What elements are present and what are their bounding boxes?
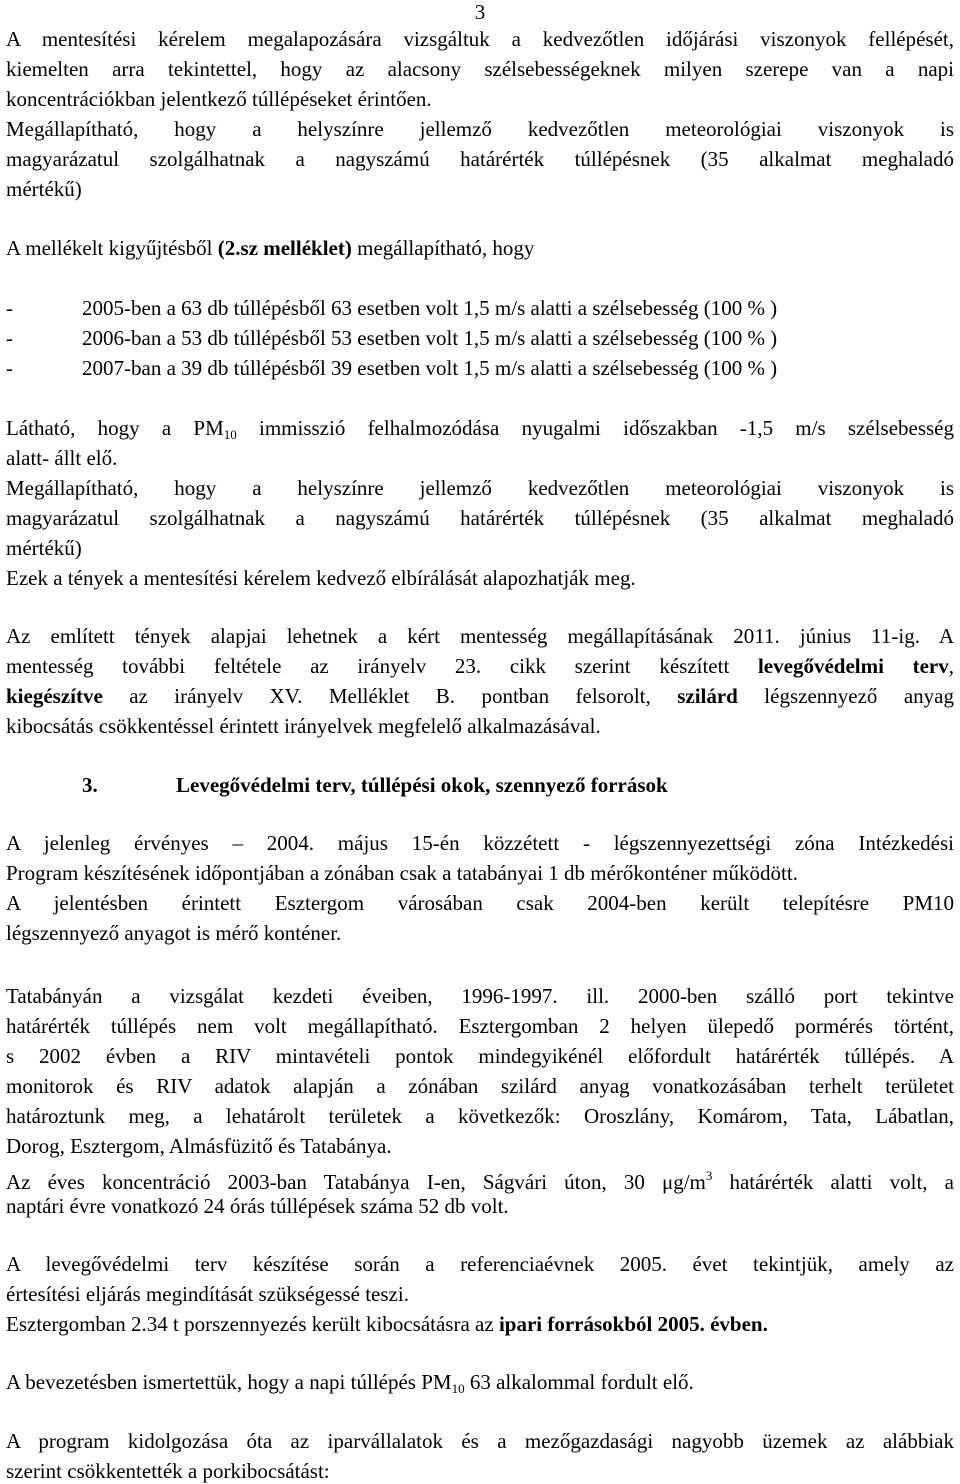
paragraph-line: koncentrációkban jelentkező túllépéseket érintően. xyxy=(6,87,432,111)
list-item xyxy=(0,355,960,381)
paragraph-line: monitorok és RIV adatok alapján a zónában szilárd anyag vonatkozásában terhelt területet xyxy=(6,1074,954,1098)
paragraph-line xyxy=(6,1311,768,1337)
subscript: 10 xyxy=(223,427,237,442)
text-run: immisszió felhalmozódása nyugalmi időszakban -1,5 m/s szélsebesség xyxy=(236,416,955,440)
text-run: Az éves koncentráció 2003-ban Tatabánya I-en, Ságvári úton, 30 μg/m xyxy=(6,1170,706,1194)
list-item-text: 2007-ban a 39 db túllépésből 39 esetben volt 1,5 m/s alatti a szélsebesség (100 % ) xyxy=(82,356,778,380)
paragraph-line: kiemelten arra tekintettel, hogy az alacsony szélsebességeknek milyen szerepe van a napi xyxy=(6,57,954,81)
bold-term: szilárd xyxy=(677,684,738,708)
paragraph-line: határérték túllépés nem volt megállapítható. Esztergomban 2 helyen ülepedő pormérés történt, xyxy=(6,1014,954,1038)
paragraph-line: magyarázatul szolgálhatnak a nagyszámú határérték túllépésnek (35 alkalmat meghaladó xyxy=(6,506,954,530)
paragraph-line: szerint csökkentették a porkibocsátást: xyxy=(6,1459,330,1483)
paragraph-line: határoztunk meg, a lehatárolt területek a következők: Oroszlány, Komárom, Tata, Lábatlan, xyxy=(6,1104,954,1128)
list-dash: - xyxy=(6,326,13,350)
paragraph-line xyxy=(6,235,534,261)
paragraph-line xyxy=(6,683,954,709)
paragraph-line: A jelenleg érvényes – 2004. május 15-én közzétett - légszennyezettségi zóna Intézkedési xyxy=(6,831,954,855)
paragraph-line: értesítési eljárás megindítását szükségessé teszi. xyxy=(6,1282,409,1306)
text-run: , xyxy=(948,654,954,678)
paragraph-line: kibocsátás csökkentéssel érintett irányelvek megfelelő alkalmazásával. xyxy=(6,714,601,738)
paragraph-line xyxy=(6,415,954,448)
bold-term: levegővédelmi terv xyxy=(757,654,949,678)
text-run: A bevezetésben ismertettük, hogy a napi túllépés PM xyxy=(6,1370,452,1394)
paragraph-line: Az említett tények alapjai lehetnek a kért mentesség megállapításának 2011. június 11-ig. A xyxy=(6,624,954,648)
section-number: 3. xyxy=(82,773,98,797)
paragraph-line: mértékű) xyxy=(6,536,82,560)
paragraph-line: Tatabányán a vizsgálat kezdeti éveiben, 1996-1997. ill. 2000-ben szálló port tekintve xyxy=(6,984,954,1008)
text-run: az irányelv XV. Melléklet B. pontban felsorolt, xyxy=(102,684,678,708)
paragraph-line: mértékű) xyxy=(6,177,82,201)
paragraph-line xyxy=(6,1163,954,1195)
paragraph-line: alatt- állt elő. xyxy=(6,446,118,470)
paragraph-line: Dorog, Esztergom, Almásfüzitő és Tatabánya. xyxy=(6,1134,392,1158)
section-heading: Levegővédelmi terv, túllépési okok, szennyező források xyxy=(176,773,668,797)
text-run: 63 alkalommal fordult elő. xyxy=(464,1370,694,1394)
list-item xyxy=(0,325,960,351)
text-run: Esztergomban 2.34 t porszennyezés került kibocsátásra az xyxy=(6,1312,499,1336)
page-number: 3 xyxy=(474,0,486,24)
paragraph-line xyxy=(6,1369,694,1402)
text-run: megállapítható, hogy xyxy=(351,236,535,260)
text-run: A mellékelt kigyűjtésből xyxy=(6,236,218,260)
paragraph-line: légszennyező anyagot is mérő konténer. xyxy=(6,921,342,945)
paragraph-line: magyarázatul szolgálhatnak a nagyszámú határérték túllépésnek (35 alkalmat meghaladó xyxy=(6,147,954,171)
bold-term: ipari forrásokból 2005. évben. xyxy=(498,1312,768,1336)
paragraph-line: Ezek a tények a mentesítési kérelem kedvező elbírálását alapozhatják meg. xyxy=(6,566,636,590)
subscript: 10 xyxy=(451,1381,465,1396)
text-run: határérték alatti volt, a xyxy=(712,1170,954,1194)
annex-reference: (2.sz melléklet) xyxy=(217,236,352,260)
paragraph-line xyxy=(6,653,954,679)
paragraph-line: A levegővédelmi terv készítése során a referenciaévnek 2005. évet tekintjük, amely az xyxy=(6,1252,954,1276)
list-item-text: 2005-ben a 63 db túllépésből 63 esetben volt 1,5 m/s alatti a szélsebesség (100 % ) xyxy=(82,296,778,320)
paragraph-line: Megállapítható, hogy a helyszínre jellemző kedvezőtlen meteorológiai viszonyok is xyxy=(6,117,954,141)
list-item xyxy=(0,295,960,321)
superscript: 3 xyxy=(705,1168,713,1183)
list-item-text: 2006-ban a 53 db túllépésből 53 esetben volt 1,5 m/s alatti a szélsebesség (100 % ) xyxy=(82,326,778,350)
text-run: légszennyező anyag xyxy=(737,684,954,708)
paragraph-line: A mentesítési kérelem megalapozására vizsgáltuk a kedvezőtlen időjárási viszonyok fellépését, xyxy=(6,27,954,51)
paragraph-line: s 2002 évben a RIV mintavételi pontok mindegyikénél előfordult határérték túllépés. A xyxy=(6,1044,954,1068)
text-run: Látható, hogy a PM xyxy=(6,416,224,440)
bold-term: kiegészítve xyxy=(6,684,103,708)
paragraph-line: naptári évre vonatkozó 24 órás túllépések száma 52 db volt. xyxy=(6,1194,509,1218)
paragraph-line: Megállapítható, hogy a helyszínre jellemző kedvezőtlen meteorológiai viszonyok is xyxy=(6,476,954,500)
text-run: mentesség további feltétele az irányelv 23. cikk szerint készített xyxy=(6,654,758,678)
paragraph-line: Program készítésének időpontjában a zónában csak a tatabányai 1 db mérőkonténer működött. xyxy=(6,861,798,885)
paragraph-line: A program kidolgozása óta az iparvállalatok és a mezőgazdasági nagyobb üzemek az alábbiak xyxy=(6,1429,954,1453)
paragraph-line: A jelentésben érintett Esztergom városában csak 2004-ben került telepítésre PM10 xyxy=(6,891,954,915)
list-dash: - xyxy=(6,296,13,320)
list-dash: - xyxy=(6,356,13,380)
